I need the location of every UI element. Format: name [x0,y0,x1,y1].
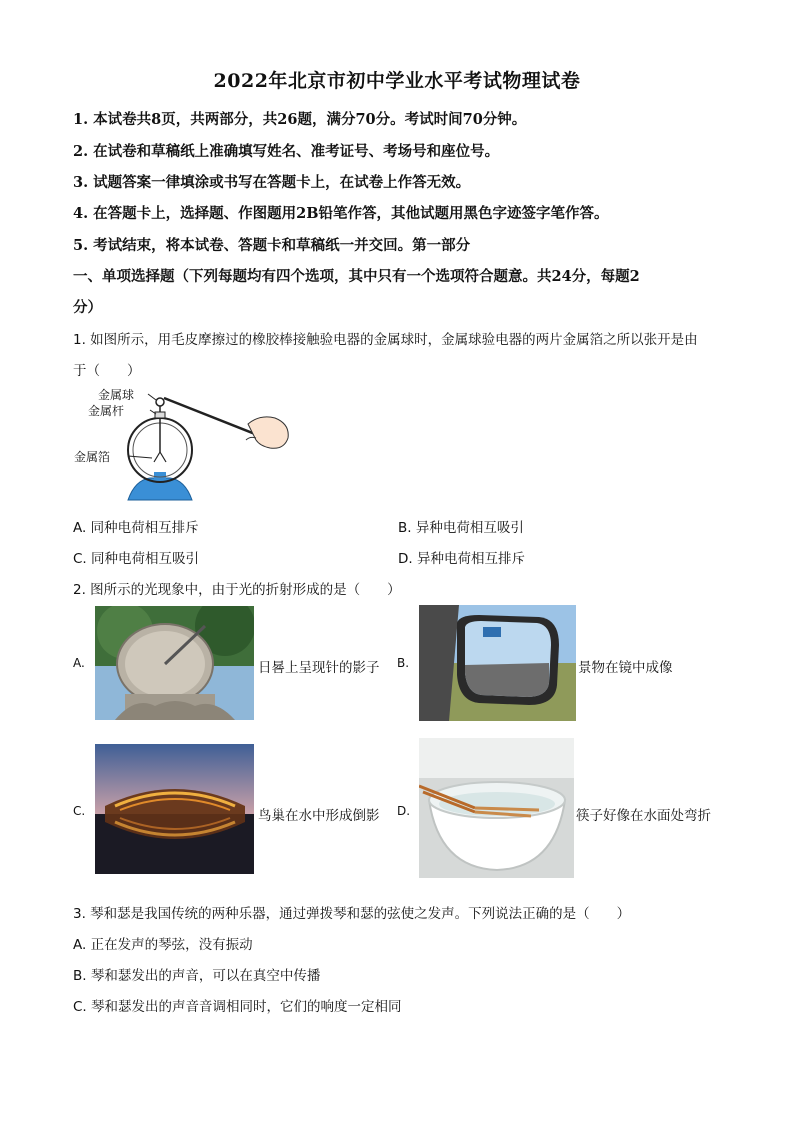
q2-option-c-letter: C. [73,804,86,818]
instruction-3: 3. 试题答案一律填涂或书写在答题卡上，在试卷上作答无效。 [73,174,471,191]
q1-option-a: A. 同种电荷相互排斥 [73,520,199,536]
q2-stem: 2. 图所示的光现象中，由于光的折射形成的是（ ） [73,582,401,598]
q3-option-b: B. 琴和瑟发出的声音，可以在真空中传播 [73,968,321,984]
label-metal-foil: 金属箔 [74,450,111,464]
birds-nest-photo [95,744,254,874]
label-metal-ball: 金属球 [98,388,135,402]
instruction-1: 1. 本试卷共8页，共两部分，共26题，满分70分。考试时间70分钟。 [73,111,527,128]
instruction-2: 2. 在试卷和草稿纸上准确填写姓名、准考证号、考场号和座位号。 [73,143,500,160]
sundial-photo [95,606,254,720]
label-metal-rod: 金属杆 [88,404,125,418]
q2-option-a-caption: 日晷上呈现针的影子 [258,660,380,676]
chopsticks-bowl-photo [419,738,574,878]
q1-stem-cont: 于（ ） [73,363,141,379]
q2-option-b-letter: B. [397,656,410,670]
section-heading-cont: 分） [73,299,102,316]
side-mirror-photo [419,605,576,721]
instruction-5: 5. 考试结束，将本试卷、答题卡和草稿纸一并交回。第一部分 [73,237,471,254]
page-title: 2022年北京市初中学业水平考试物理试卷 [213,70,581,92]
q2-option-b-caption: 景物在镜中成像 [578,660,673,676]
q1-option-b: B. 异种电荷相互吸引 [398,520,524,536]
q3-option-a: A. 正在发声的琴弦，没有振动 [73,937,253,953]
q2-option-d-caption: 筷子好像在水面处弯折 [576,808,711,824]
q1-option-c: C. 同种电荷相互吸引 [73,551,200,567]
instruction-4: 4. 在答题卡上，选择题、作图题用2B铅笔作答，其他试题用黑色字迹签字笔作答。 [73,205,609,222]
q3-option-c: C. 琴和瑟发出的声音音调相同时，它们的响度一定相同 [73,999,402,1015]
q1-stem: 1. 如图所示，用毛皮摩擦过的橡胶棒接触验电器的金属球时，金属球验电器的两片金属箔之所以张开是由 [73,332,698,348]
q2-option-d-letter: D. [397,804,411,818]
q2-option-a-letter: A. [73,656,85,670]
q1-option-d: D. 异种电荷相互排斥 [398,551,525,567]
q3-stem: 3. 琴和瑟是我国传统的两种乐器，通过弹拨琴和瑟的弦使之发声。下列说法正确的是（ ） [73,906,631,922]
q2-option-c-caption: 鸟巢在水中形成倒影 [258,808,380,824]
section-heading: 一、单项选择题（下列每题均有四个选项，其中只有一个选项符合题意。共24分，每题2 [73,268,640,285]
